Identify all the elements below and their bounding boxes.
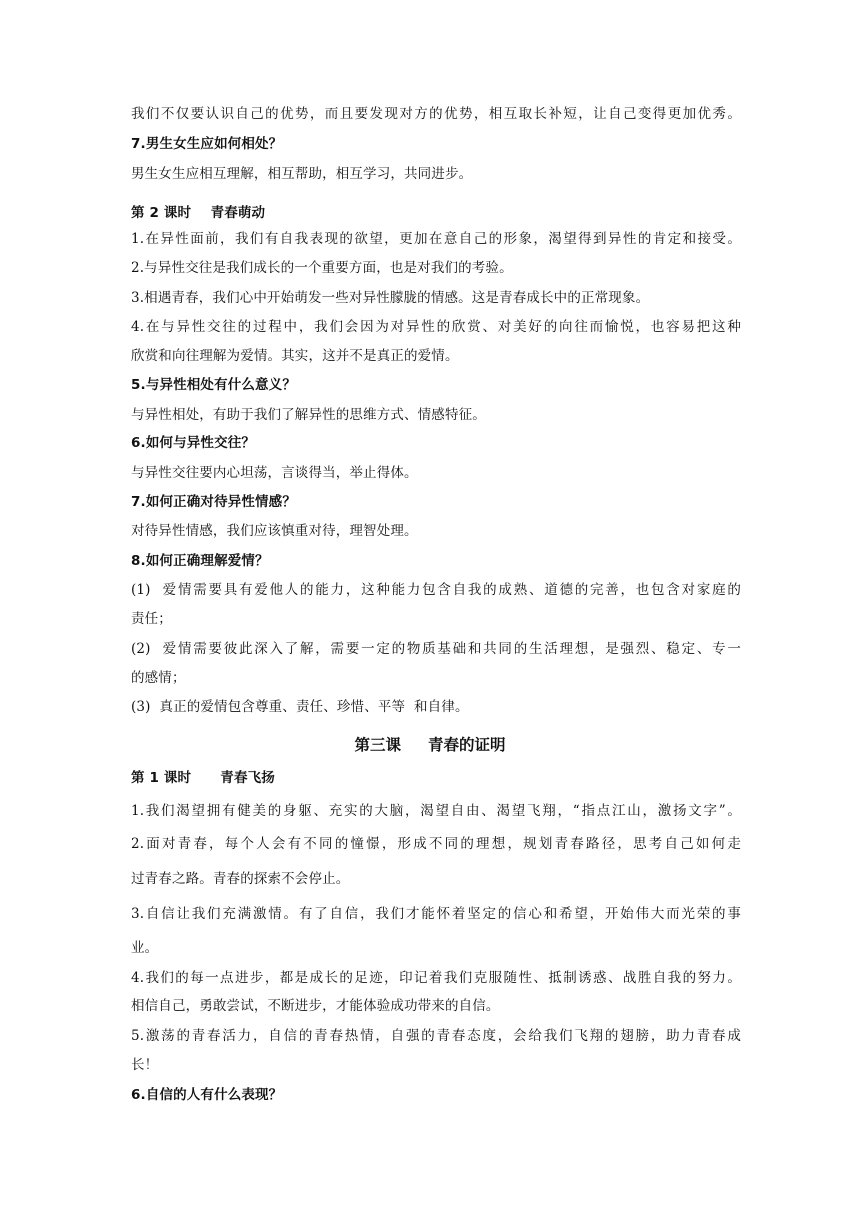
lesson-heading: 第 1 课时 青春飞扬 (131, 770, 275, 786)
answer-line: 对待异性情感，我们应该慎重对待，理智处理。 (131, 523, 418, 539)
answer-line: 男生女生应相互理解，相互帮助，相互学习，共同进步。 (131, 166, 473, 182)
paragraph-line: 1.我们渴望拥有健美的身躯、充实的大脑，渴望自由、渴望飞翔，“指点江山，激扬文字”。 (131, 803, 741, 819)
paragraph-line: 我们不仅要认识自己的优势，而且要发现对方的优势，相互取长补短，让自己变得更加优秀。 (131, 106, 741, 122)
list-item: (2) 爱情需要彼此深入了解，需要一定的物质基础和共同的生活理想，是强烈、稳定、专一 (131, 641, 741, 657)
chapter-title: 第三课 青春的证明 (354, 736, 506, 754)
paragraph-line: 长！ (131, 1057, 159, 1073)
paragraph-line: 3.自信让我们充满激情。有了自信，我们才能怀着坚定的信心和希望，开始伟大而光荣的事 (131, 906, 741, 922)
question-heading: 5.与异性相处有什么意义？ (131, 377, 296, 393)
lesson-heading: 第 2 课时 青春萌动 (131, 205, 266, 221)
paragraph-line: 欣赏和向往理解为爱情。其实，这并不是真正的爱情。 (131, 348, 459, 364)
question-heading: 8.如何正确理解爱情？ (131, 553, 269, 569)
list-item-continuation: 的感情； (131, 670, 186, 686)
paragraph-line: 2.与异性交往是我们成长的一个重要方面，也是对我们的考验。 (131, 260, 513, 276)
list-item: (3) 真正的爱情包含尊重、责任、珍惜、平等 和自律。 (131, 699, 469, 715)
paragraph-line: 相信自己，勇敢尝试，不断进步，才能体验成功带来的自信。 (131, 998, 500, 1014)
question-heading: 7.如何正确对待异性情感？ (131, 494, 296, 510)
paragraph-line: 业。 (131, 940, 159, 956)
list-item-continuation: 责任； (131, 611, 172, 627)
answer-line: 与异性相处，有助于我们了解异性的思维方式、情感特征。 (131, 407, 486, 423)
question-heading: 6.自信的人有什么表现？ (131, 1087, 283, 1103)
paragraph-line: 1.在异性面前，我们有自我表现的欲望，更加在意自己的形象，渴望得到异性的肯定和接受。 (131, 231, 741, 247)
paragraph-line: 4.在与异性交往的过程中，我们会因为对异性的欣赏、对美好的向往而愉悦，也容易把这种 (131, 319, 741, 335)
paragraph-line: 2.面对青春，每个人会有不同的憧憬，形成不同的理想，规划青春路径，思考自己如何走 (131, 836, 741, 852)
question-heading: 6.如何与异性交往？ (131, 435, 256, 451)
answer-line: 与异性交往要内心坦荡，言谈得当，举止得体。 (131, 465, 418, 481)
paragraph-line: 5.激荡的青春活力，自信的青春热情，自强的青春态度，会给我们飞翔的翅膀，助力青春成 (131, 1028, 741, 1044)
question-heading: 7.男生女生应如何相处？ (131, 136, 283, 152)
list-item: (1) 爱情需要具有爱他人的能力，这种能力包含自我的成熟、道德的完善，也包含对家庭的 (131, 582, 741, 598)
paragraph-line: 过青春之路。青春的探索不会停止。 (131, 871, 350, 887)
paragraph-line: 4.我们的每一点进步，都是成长的足迹，印记着我们克服随性、抵制诱惑、战胜自我的努力。 (131, 970, 741, 986)
paragraph-line: 3.相遇青春，我们心中开始萌发一些对异性朦胧的情感。这是青春成长中的正常现象。 (131, 290, 650, 306)
